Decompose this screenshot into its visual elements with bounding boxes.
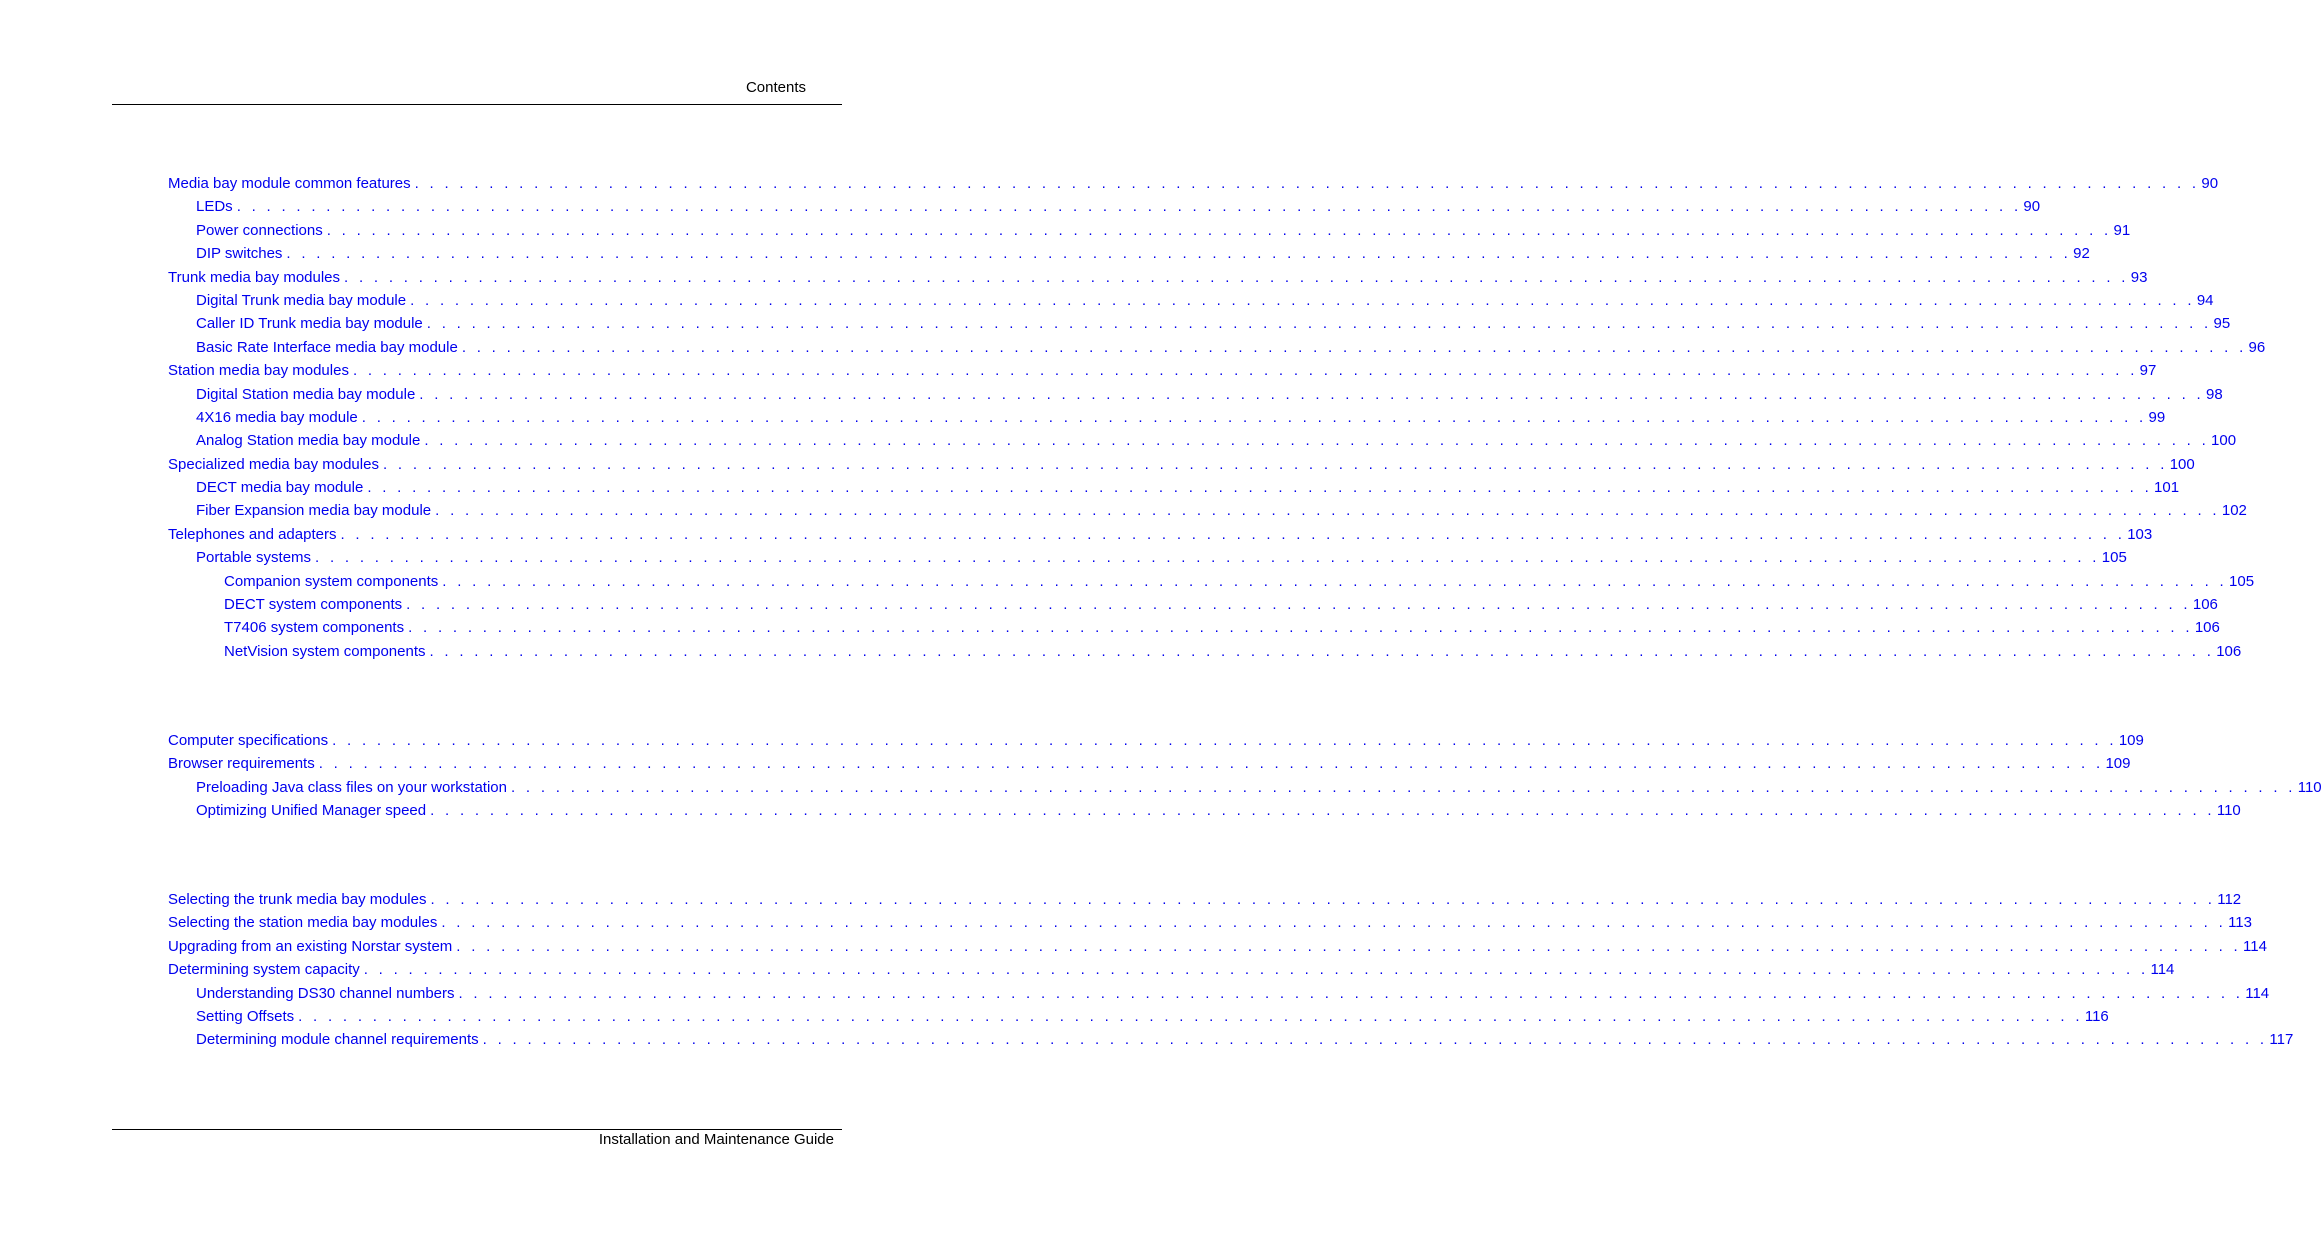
toc-dot-leader: . . . . . . . . . . . . . . . . . . . . . . . . . . . . . . . . . . . . . . . . . . . . . . . . . . . . . . . . . . . . . . . . . . . . . . . . . . . . . . . . . . . . . . . . . . . . . . . . . . . . . . . . . . . . . . . . . . . . . . . . [441, 914, 2227, 932]
toc-entry[interactable] [168, 289, 2214, 312]
toc-dot-leader: . . . . . . . . . . . . . . . . . . . . . . . . . . . . . . . . . . . . . . . . . . . . . . . . . . . . . . . . . . . . . . . . . . . . . . . . . . . . . . . . . . . . . . . . . . . . . . . . . . . . . . . . . . . . . . . . . . . . . . . . [367, 479, 2153, 497]
toc-entry-page-number: 95 [2213, 315, 2231, 333]
toc-entry-label: T7406 system components [224, 619, 405, 637]
toc-entry-label: Upgrading from an existing Norstar system [168, 937, 453, 955]
toc-entry-page-number: 114 [2245, 984, 2270, 1002]
toc-dot-leader: . . . . . . . . . . . . . . . . . . . . . . . . . . . . . . . . . . . . . . . . . . . . . . . . . . . . . . . . . . . . . . . . . . . . . . . . . . . . . . . . . . . . . . . . . . . . . . . . . . . . . . . . . . . . . . . . . . . . . . . . [363, 961, 2149, 979]
toc-dot-leader: . . . . . . . . . . . . . . . . . . . . . . . . . . . . . . . . . . . . . . . . . . . . . . . . . . . . . . . . . . . . . . . . . . . . . . . . . . . . . . . . . . . . . . . . . . . . . . . . . . . . . . . . . . . . . . . . . . . . . . . . [361, 408, 2147, 426]
toc-entry-label: Determining module channel requirements [196, 1031, 479, 1049]
toc-dot-leader: . . . . . . . . . . . . . . . . . . . . . . . . . . . . . . . . . . . . . . . . . . . . . . . . . . . . . . . . . . . . . . . . . . . . . . . . . . . . . . . . . . . . . . . . . . . . . . . . . . . . . . . . . . . . . . . . . . . . . . . . [511, 778, 2296, 796]
toc-entry-label: 4X16 media bay module [196, 408, 358, 426]
toc-entry-page-number: 101 [2154, 479, 2180, 497]
toc-entry-page-number: 99 [2148, 408, 2166, 426]
toc-entry-label: Fiber Expansion media bay module [196, 502, 432, 520]
toc-entry-label: Analog Station media bay module [196, 432, 421, 450]
toc-dot-leader: . . . . . . . . . . . . . . . . . . . . . . . . . . . . . . . . . . . . . . . . . . . . . . . . . . . . . . . . . . . . . . . . . . . . . . . . . . . . . . . . . . . . . . . . . . . . . . . . . . . . . . . . . . . . . . . . . . . . . . . . [298, 1007, 2083, 1025]
toc-entry-label: LEDs [196, 198, 233, 216]
toc-entry-page-number: 103 [2127, 525, 2153, 543]
toc-entry-page-number: 97 [2139, 362, 2157, 380]
toc-dot-leader: . . . . . . . . . . . . . . . . . . . . . . . . . . . . . . . . . . . . . . . . . . . . . . . . . . . . . . . . . . . . . . . . . . . . . . . . . . . . . . . . . . . . . . . . . . . . . . . . . . . . . . . . . . . . . . . . . . . . . . . . [408, 619, 2193, 637]
toc-entry-page-number: 105 [2101, 549, 2127, 567]
toc-section-3 [168, 888, 2294, 1052]
toc-entry-label: Companion system components [224, 572, 439, 590]
toc-entry-label: Understanding DS30 channel numbers [196, 984, 455, 1002]
toc-entry-page-number: 90 [2023, 198, 2041, 216]
toc-dot-leader: . . . . . . . . . . . . . . . . . . . . . . . . . . . . . . . . . . . . . . . . . . . . . . . . . . . . . . . . . . . . . . . . . . . . . . . . . . . . . . . . . . . . . . . . . . . . . . . . . . . . . . . . . . . . . . . . . . . . . . . . [456, 937, 2242, 955]
toc-entry[interactable] [168, 935, 2267, 958]
toc-entry[interactable] [168, 776, 2322, 799]
toc-entry-page-number: 116 [2084, 1007, 2109, 1025]
running-header-title: Contents [745, 79, 806, 96]
toc-dot-leader: . . . . . . . . . . . . . . . . . . . . . . . . . . . . . . . . . . . . . . . . . . . . . . . . . . . . . . . . . . . . . . . . . . . . . . . . . . . . . . . . . . . . . . . . . . . . . . . . . . . . . . . . . . . . . . . . . . . . . . . . [340, 525, 2126, 543]
toc-entry[interactable] [168, 476, 2180, 499]
toc-entry-page-number: 109 [2118, 732, 2144, 749]
toc-entry-label: Portable systems [196, 549, 312, 567]
toc-dot-leader: . . . . . . . . . . . . . . . . . . . . . . . . . . . . . . . . . . . . . . . . . . . . . . . . . . . . . . . . . . . . . . . . . . . . . . . . . . . . . . . . . . . . . . . . . . . . . . . . . . . . . . . . . . . . . . . . . . . . . . . . [426, 315, 2212, 333]
toc-entry-page-number: 117 [2269, 1031, 2294, 1049]
toc-entry[interactable] [168, 406, 2166, 429]
toc-entry-page-number: 112 [2217, 891, 2242, 908]
toc-dot-leader: . . . . . . . . . . . . . . . . . . . . . . . . . . . . . . . . . . . . . . . . . . . . . . . . . . . . . . . . . . . . . . . . . . . . . . . . . . . . . . . . . . . . . . . . . . . . . . . . . . . . . . . . . . . . . . . . . . . . . . . . [482, 1031, 2268, 1049]
toc-dot-leader: . . . . . . . . . . . . . . . . . . . . . . . . . . . . . . . . . . . . . . . . . . . . . . . . . . . . . . . . . . . . . . . . . . . . . . . . . . . . . . . . . . . . . . . . . . . . . . . . . . . . . . . . . . . . . . . . . . . . . . . . [419, 385, 2205, 403]
toc-entry-page-number: 110 [2216, 802, 2241, 820]
toc-entry-page-number: 100 [2169, 455, 2195, 473]
toc-entry[interactable] [168, 593, 2218, 616]
toc-entry-label: Selecting the trunk media bay modules [168, 891, 427, 908]
toc-entry-page-number: 92 [2073, 245, 2090, 263]
toc-entry-label: Specialized media bay modules [168, 455, 379, 473]
toc-entry[interactable] [168, 195, 2041, 218]
toc-dot-leader: . . . . . . . . . . . . . . . . . . . . . . . . . . . . . . . . . . . . . . . . . . . . . . . . . . . . . . . . . . . . . . . . . . . . . . . . . . . . . . . . . . . . . . . . . . . . . . . . . . . . . . . . . . . . . . . . . . . . . . . . [430, 891, 2216, 908]
toc-dot-leader: . . . . . . . . . . . . . . . . . . . . . . . . . . . . . . . . . . . . . . . . . . . . . . . . . . . . . . . . . . . . . . . . . . . . . . . . . . . . . . . . . . . . . . . . . . . . . . . . . . . . . . . . . . . . . . . . . . . . . . . . [352, 362, 2138, 380]
toc-entry[interactable] [168, 752, 2131, 775]
toc-entry-label: Caller ID Trunk media bay module [196, 315, 423, 333]
toc-entry-page-number: 100 [2211, 432, 2237, 450]
toc-dot-leader: . . . . . . . . . . . . . . . . . . . . . . . . . . . . . . . . . . . . . . . . . . . . . . . . . . . . . . . . . . . . . . . . . . . . . . . . . . . . . . . . . . . . . . . . . . . . . . . . . . . . . . . . . . . . . . . . . . . . . . . . [406, 596, 2191, 614]
toc-dot-leader: . . . . . . . . . . . . . . . . . . . . . . . . . . . . . . . . . . . . . . . . . . . . . . . . . . . . . . . . . . . . . . . . . . . . . . . . . . . . . . . . . . . . . . . . . . . . . . . . . . . . . . . . . . . . . . . . . . . . . . . . [315, 549, 2100, 567]
toc-dot-leader: . . . . . . . . . . . . . . . . . . . . . . . . . . . . . . . . . . . . . . . . . . . . . . . . . . . . . . . . . . . . . . . . . . . . . . . . . . . . . . . . . . . . . . . . . . . . . . . . . . . . . . . . . . . . . . . . . . . . . . . . [286, 245, 2072, 263]
toc-entry[interactable] [168, 219, 2131, 242]
toc-entry-page-number: 114 [2150, 961, 2175, 979]
toc-entry-page-number: 113 [2228, 914, 2252, 932]
toc-entry[interactable] [168, 729, 2144, 752]
toc-entry[interactable] [168, 242, 2090, 265]
toc-section-1 [168, 172, 2266, 663]
toc-entry-label: DIP switches [196, 245, 283, 263]
toc-entry-label: Preloading Java class files on your workstation [196, 778, 507, 796]
toc-entry-page-number: 109 [2105, 755, 2131, 773]
toc-entry-page-number: 114 [2243, 937, 2267, 955]
toc-entry[interactable] [168, 499, 2247, 522]
toc-dot-leader: . . . . . . . . . . . . . . . . . . . . . . . . . . . . . . . . . . . . . . . . . . . . . . . . . . . . . . . . . . . . . . . . . . . . . . . . . . . . . . . . . . . . . . . . . . . . . . . . . . . . . . . . . . . . . . . . . . . . . . . . [414, 175, 2200, 192]
toc-entry[interactable] [168, 888, 2242, 911]
toc-dot-leader: . . . . . . . . . . . . . . . . . . . . . . . . . . . . . . . . . . . . . . . . . . . . . . . . . . . . . . . . . . . . . . . . . . . . . . . . . . . . . . . . . . . . . . . . . . . . . . . . . . . . . . . . . . . . . . . . . . . . . . . . [442, 572, 2228, 590]
toc-entry[interactable] [168, 1028, 2294, 1051]
toc-entry[interactable] [168, 799, 2241, 822]
toc-entry[interactable] [168, 982, 2270, 1005]
toc-dot-leader: . . . . . . . . . . . . . . . . . . . . . . . . . . . . . . . . . . . . . . . . . . . . . . . . . . . . . . . . . . . . . . . . . . . . . . . . . . . . . . . . . . . . . . . . . . . . . . . . . . . . . . . . . . . . . . . . . . . . . . . . [458, 984, 2244, 1002]
toc-dot-leader: . . . . . . . . . . . . . . . . . . . . . . . . . . . . . . . . . . . . . . . . . . . . . . . . . . . . . . . . . . . . . . . . . . . . . . . . . . . . . . . . . . . . . . . . . . . . . . . . . . . . . . . . . . . . . . . . . . . . . . . . [344, 268, 2129, 286]
toc-entry-label: Digital Station media bay module [196, 385, 416, 403]
toc-dot-leader: . . . . . . . . . . . . . . . . . . . . . . . . . . . . . . . . . . . . . . . . . . . . . . . . . . . . . . . . . . . . . . . . . . . . . . . . . . . . . . . . . . . . . . . . . . . . . . . . . . . . . . . . . . . . . . . . . . . . . . . . [461, 338, 2247, 356]
toc-entry-label: DECT system components [224, 596, 403, 614]
toc-entry-page-number: 98 [2206, 385, 2223, 403]
toc-entry-label: Trunk media bay modules [168, 268, 341, 286]
toc-entry[interactable] [168, 266, 2148, 289]
toc-entry-label: Digital Trunk media bay module [196, 291, 407, 309]
toc-entry-page-number: 102 [2221, 502, 2247, 520]
toc-entry-label: Station media bay modules [168, 362, 349, 380]
toc-entry-page-number: 90 [2201, 175, 2219, 192]
toc-dot-leader: . . . . . . . . . . . . . . . . . . . . . . . . . . . . . . . . . . . . . . . . . . . . . . . . . . . . . . . . . . . . . . . . . . . . . . . . . . . . . . . . . . . . . . . . . . . . . . . . . . . . . . . . . . . . . . . . . . . . . . . . [326, 221, 2112, 239]
toc-dot-leader: . . . . . . . . . . . . . . . . . . . . . . . . . . . . . . . . . . . . . . . . . . . . . . . . . . . . . . . . . . . . . . . . . . . . . . . . . . . . . . . . . . . . . . . . . . . . . . . . . . . . . . . . . . . . . . . . . . . . . . . . [332, 732, 2117, 749]
toc-dot-leader: . . . . . . . . . . . . . . . . . . . . . . . . . . . . . . . . . . . . . . . . . . . . . . . . . . . . . . . . . . . . . . . . . . . . . . . . . . . . . . . . . . . . . . . . . . . . . . . . . . . . . . . . . . . . . . . . . . . . . . . . [435, 502, 2220, 520]
toc-entry[interactable] [168, 453, 2195, 476]
toc-entry-page-number: 110 [2297, 778, 2322, 796]
toc-entry-label: NetVision system components [224, 642, 426, 660]
toc-entry-page-number: 91 [2113, 221, 2131, 239]
toc-entry-label: Optimizing Unified Manager speed [196, 802, 427, 820]
toc-entry-label: Selecting the station media bay modules [168, 914, 438, 932]
toc-dot-leader: . . . . . . . . . . . . . . . . . . . . . . . . . . . . . . . . . . . . . . . . . . . . . . . . . . . . . . . . . . . . . . . . . . . . . . . . . . . . . . . . . . . . . . . . . . . . . . . . . . . . . . . . . . . . . . . . . . . . . . . . [318, 755, 2104, 773]
toc-entry-page-number: 106 [2194, 619, 2220, 637]
toc-entry-page-number: 93 [2130, 268, 2148, 286]
toc-entry[interactable] [168, 1005, 2109, 1028]
toc-entry[interactable] [168, 616, 2220, 639]
toc-dot-leader: . . . . . . . . . . . . . . . . . . . . . . . . . . . . . . . . . . . . . . . . . . . . . . . . . . . . . . . . . . . . . . . . . . . . . . . . . . . . . . . . . . . . . . . . . . . . . . . . . . . . . . . . . . . . . . . . . . . . . . . . [424, 432, 2210, 450]
toc-entry-page-number: 96 [2248, 338, 2266, 356]
toc-entry[interactable] [168, 911, 2252, 934]
toc-entry-label: Power connections [196, 221, 323, 239]
toc-entry-label: Browser requirements [168, 755, 315, 773]
toc-entry-page-number: 106 [2216, 642, 2242, 660]
toc-dot-leader: . . . . . . . . . . . . . . . . . . . . . . . . . . . . . . . . . . . . . . . . . . . . . . . . . . . . . . . . . . . . . . . . . . . . . . . . . . . . . . . . . . . . . . . . . . . . . . . . . . . . . . . . . . . . . . . . . . . . . . . . [410, 291, 2195, 309]
toc-entry[interactable] [168, 958, 2175, 981]
toc-entry[interactable] [168, 570, 2255, 593]
toc-entry-label: Telephones and adapters [168, 525, 337, 543]
header-rule [112, 104, 842, 105]
toc-entry[interactable] [168, 359, 2157, 382]
toc-entry[interactable] [168, 640, 2242, 663]
toc-entry-label: Basic Rate Interface media bay module [196, 338, 458, 356]
toc-entry-page-number: 94 [2196, 291, 2214, 309]
toc-entry[interactable] [168, 383, 2223, 406]
toc-entry[interactable] [168, 429, 2237, 452]
toc-entry-label: DECT media bay module [196, 479, 364, 497]
toc-entry-label: Computer specifications [168, 732, 329, 749]
toc-entry-page-number: 106 [2192, 596, 2218, 614]
footer-rule [112, 1129, 842, 1130]
toc-section-2 [168, 729, 2322, 823]
toc-entry[interactable] [168, 546, 2127, 569]
toc-entry[interactable] [168, 172, 2219, 195]
toc-dot-leader: . . . . . . . . . . . . . . . . . . . . . . . . . . . . . . . . . . . . . . . . . . . . . . . . . . . . . . . . . . . . . . . . . . . . . . . . . . . . . . . . . . . . . . . . . . . . . . . . . . . . . . . . . . . . . . . . . . . . . . . . [429, 642, 2215, 660]
toc-dot-leader: . . . . . . . . . . . . . . . . . . . . . . . . . . . . . . . . . . . . . . . . . . . . . . . . . . . . . . . . . . . . . . . . . . . . . . . . . . . . . . . . . . . . . . . . . . . . . . . . . . . . . . . . . . . . . . . . . . . . . . . . [236, 198, 2022, 216]
toc-entry[interactable] [168, 312, 2231, 335]
toc-entry-label: Setting Offsets [196, 1007, 295, 1025]
toc-dot-leader: . . . . . . . . . . . . . . . . . . . . . . . . . . . . . . . . . . . . . . . . . . . . . . . . . . . . . . . . . . . . . . . . . . . . . . . . . . . . . . . . . . . . . . . . . . . . . . . . . . . . . . . . . . . . . . . . . . . . . . . . [382, 455, 2168, 473]
toc-entry-label: Determining system capacity [168, 961, 360, 979]
toc-entry-page-number: 105 [2229, 572, 2255, 590]
running-footer-title: Installation and Maintenance Guide [598, 1131, 834, 1148]
toc-dot-leader: . . . . . . . . . . . . . . . . . . . . . . . . . . . . . . . . . . . . . . . . . . . . . . . . . . . . . . . . . . . . . . . . . . . . . . . . . . . . . . . . . . . . . . . . . . . . . . . . . . . . . . . . . . . . . . . . . . . . . . . . [430, 802, 2215, 820]
toc-entry[interactable] [168, 336, 2266, 359]
toc-entry[interactable] [168, 523, 2153, 546]
toc-entry-label: Media bay module common features [168, 175, 411, 192]
